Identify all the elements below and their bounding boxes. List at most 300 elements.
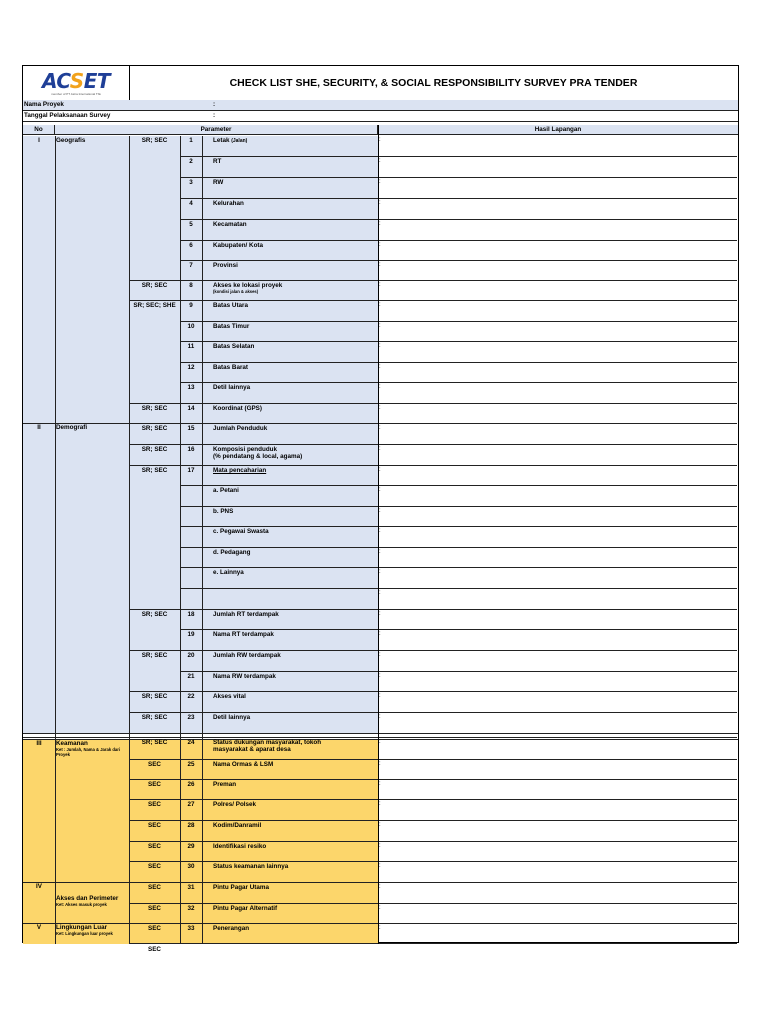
item-number-33: 27: [187, 801, 195, 808]
result-field-32[interactable]: [378, 780, 737, 800]
section-3-note: Ket : Jumlah, Nama & Jarak dari Proyek: [56, 747, 121, 757]
item-parameter-20: [213, 528, 376, 535]
result-field-28[interactable]: [378, 692, 737, 713]
project-name-row: [23, 100, 738, 111]
sheet-header: [23, 66, 738, 101]
item-number-31: 25: [187, 761, 195, 768]
result-field-37[interactable]: [378, 883, 737, 904]
item-label: Batas Utara: [213, 302, 248, 309]
row-divider: [180, 609, 378, 610]
item-number-2: 2: [189, 158, 193, 165]
row-divider: [180, 567, 378, 568]
item-parameter-15: [213, 425, 376, 432]
item-number-24: 18: [187, 611, 195, 618]
row-divider: [180, 861, 378, 862]
result-colon: :: [379, 884, 381, 890]
row-divider: [180, 341, 378, 342]
result-field-17[interactable]: [378, 466, 737, 486]
item-label: Jumlah RW terdampak: [213, 652, 281, 659]
row-divider: [180, 485, 378, 486]
result-field-29[interactable]: [378, 713, 737, 738]
item-parameter-18: [213, 487, 376, 494]
logo-text-1: AC: [41, 68, 70, 93]
category-label-21: SEC: [148, 925, 161, 932]
row-divider: [180, 240, 378, 241]
item-label: Status dukungan masyarakat, tokoh: [213, 739, 322, 746]
logo-text-2: ET: [83, 68, 111, 93]
item-parameter-16: [213, 446, 376, 460]
row-divider: [180, 280, 378, 281]
row-divider: [180, 882, 378, 883]
row-divider: [180, 903, 378, 904]
item-number-10: 10: [187, 323, 195, 330]
section-label-3: [56, 740, 128, 757]
category-label-11: SR; SEC: [141, 714, 168, 721]
result-colon: :: [379, 925, 381, 931]
result-colon: :: [379, 282, 381, 288]
item-parameter-33: [213, 801, 376, 808]
row-divider: [180, 759, 378, 760]
result-colon: :: [379, 673, 381, 679]
item-parameter-21: [213, 549, 376, 556]
row-divider: [180, 691, 378, 692]
item-parameter-38: [213, 905, 376, 912]
item-label: b. PNS: [213, 508, 234, 515]
section-label-4: [56, 895, 130, 907]
category-divider: [129, 300, 180, 301]
grid-line-section: [129, 136, 130, 944]
item-number-36: 30: [187, 863, 195, 870]
col-header-parameter: Parameter: [55, 125, 378, 135]
item-label-sub: (kondisi jalan & akses): [213, 289, 259, 294]
item-label: Jumlah Penduduk: [213, 425, 268, 432]
row-divider: [180, 671, 378, 672]
item-parameter-31: [213, 761, 376, 768]
item-number-17: 17: [187, 467, 195, 474]
category-label-7: SR; SEC: [141, 467, 168, 474]
section-divider: [23, 882, 129, 883]
item-label: a. Petani: [213, 487, 239, 494]
checklist-sheet: [22, 65, 739, 953]
category-label-10: SR; SEC: [141, 693, 168, 700]
result-field-5[interactable]: [378, 220, 737, 241]
result-field-25[interactable]: [378, 630, 737, 651]
item-number-4: 4: [189, 200, 193, 207]
result-colon: :: [379, 242, 381, 248]
item-label: Pintu Pagar Utama: [213, 884, 269, 891]
section-no-5: V: [36, 924, 42, 931]
item-number-6: 6: [189, 242, 193, 249]
section-divider: [23, 923, 129, 924]
item-number-35: 29: [187, 843, 195, 850]
category-divider: [129, 423, 180, 424]
result-colon: :: [379, 781, 381, 787]
category-divider: [129, 403, 180, 404]
result-field-2[interactable]: [378, 157, 737, 178]
item-parameter-11: [213, 343, 376, 350]
item-number-27: 21: [187, 673, 195, 680]
item-label: Kecamatan: [213, 221, 247, 228]
category-divider: [129, 650, 180, 651]
result-field-39[interactable]: [378, 924, 737, 944]
col-header-no: No: [23, 125, 55, 135]
item-parameter-29: [213, 714, 376, 721]
result-colon: :: [379, 822, 381, 828]
item-label: Mata pencaharian: [213, 467, 267, 474]
row-divider: [180, 799, 378, 800]
item-parameter-35: [213, 843, 376, 850]
result-colon: :: [379, 508, 381, 514]
row-divider: [180, 506, 378, 507]
row-divider: [180, 629, 378, 630]
category-label-12: SR; SEC: [141, 739, 168, 746]
survey-date-label: Tanggal Pelaksanaan Survey: [24, 112, 111, 119]
item-number-14: 14: [187, 405, 195, 412]
row-divider: [180, 841, 378, 842]
item-parameter-30: [213, 739, 376, 753]
category-divider: [129, 820, 180, 821]
logo-tagline: member of PT Astra International Tbk: [51, 91, 101, 96]
category-divider: [129, 779, 180, 780]
result-field-7[interactable]: [378, 261, 737, 281]
item-parameter-25: [213, 631, 376, 638]
item-parameter-8: [213, 282, 376, 294]
item-number-32: 26: [187, 781, 195, 788]
company-logo: [23, 66, 130, 100]
result-field-12[interactable]: [378, 363, 737, 383]
item-number-16: 16: [187, 446, 195, 453]
category-label-20: SEC: [148, 905, 161, 912]
category-label-9: SR; SEC: [141, 652, 168, 659]
result-colon: :: [379, 364, 381, 370]
item-parameter-27: [213, 673, 376, 680]
item-label: Kabupaten/ Kota: [213, 242, 264, 249]
row-divider: [180, 198, 378, 199]
result-colon: :: [379, 652, 381, 658]
result-colon: :: [379, 221, 381, 227]
row-divider: [180, 712, 378, 713]
item-label: Komposisi penduduk: [213, 446, 278, 453]
result-field-15[interactable]: [378, 424, 737, 445]
result-field-30[interactable]: [378, 738, 737, 760]
item-parameter-24: [213, 611, 376, 618]
item-label: Nama RW terdampak: [213, 673, 276, 680]
result-colon: :: [379, 487, 381, 493]
result-colon: :: [379, 323, 381, 329]
row-divider: [180, 403, 378, 404]
section-3-title: Keamanan: [56, 740, 88, 747]
item-number-15: 15: [187, 425, 195, 432]
item-label: Status keamanan lainnya: [213, 863, 289, 870]
section-4-note: Ket: Akses masuk proyek: [56, 902, 107, 907]
row-divider: [180, 444, 378, 445]
result-colon: :: [379, 590, 381, 596]
result-field-14[interactable]: [378, 404, 737, 424]
row-divider: [180, 260, 378, 261]
item-label: RT: [213, 158, 222, 165]
item-parameter-34: [213, 822, 376, 829]
result-colon: :: [379, 714, 381, 720]
item-number-13: 13: [187, 384, 195, 391]
item-parameter-39: [213, 925, 376, 932]
item-parameter-36: [213, 863, 376, 870]
result-field-9[interactable]: [378, 301, 737, 322]
item-number-7: 7: [189, 262, 193, 269]
result-colon: :: [379, 137, 381, 143]
category-label-13: SEC: [148, 761, 161, 768]
result-field-6[interactable]: [378, 241, 737, 261]
row-divider: [180, 156, 378, 157]
item-label: Detil lainnya: [213, 384, 251, 391]
category-divider: [129, 759, 180, 760]
item-parameter-3: [213, 179, 376, 186]
result-field-26[interactable]: [378, 651, 737, 672]
category-divider: [129, 923, 180, 924]
survey-date-colon: :: [213, 112, 216, 119]
row-divider: [180, 820, 378, 821]
result-field-36[interactable]: [378, 862, 737, 883]
project-name-label: Nama Proyek: [24, 101, 64, 108]
result-colon: :: [379, 528, 381, 534]
category-label-16: SEC: [148, 822, 161, 829]
section-label-5: [56, 924, 130, 936]
result-colon: :: [379, 549, 381, 555]
item-parameter-10: [213, 323, 376, 330]
section-no-3: III: [36, 740, 42, 747]
result-field-1[interactable]: [378, 136, 737, 157]
section-label-1: Geografis: [56, 137, 86, 144]
result-field-21[interactable]: [378, 548, 737, 568]
item-label: Jumlah RT terdampak: [213, 611, 279, 618]
item-parameter-9: [213, 302, 376, 309]
item-number-1: 1: [189, 137, 193, 144]
section-no-2: II: [37, 424, 41, 431]
item-label: Kelurahan: [213, 200, 244, 207]
item-parameter-4: [213, 200, 376, 207]
category-label-17: SEC: [148, 843, 161, 850]
result-colon: :: [379, 405, 381, 411]
result-field-35[interactable]: [378, 842, 737, 862]
result-field-20[interactable]: [378, 527, 737, 548]
category-divider: [129, 691, 180, 692]
row-divider: [180, 465, 378, 466]
result-colon: :: [379, 905, 381, 911]
item-number-5: 5: [189, 221, 193, 228]
item-parameter-17: [213, 467, 376, 474]
result-colon: :: [379, 843, 381, 849]
item-label: Nama Ormas & LSM: [213, 761, 274, 768]
result-field-3[interactable]: [378, 178, 737, 199]
item-parameter-28: [213, 693, 376, 700]
category-label-14: SEC: [148, 781, 161, 788]
item-number-39: 33: [187, 925, 195, 932]
item-parameter-5: [213, 221, 376, 228]
category-divider: [129, 841, 180, 842]
item-number-9: 9: [189, 302, 193, 309]
category-label-8: SR; SEC: [141, 611, 168, 618]
item-number-38: 32: [187, 905, 195, 912]
result-colon: :: [379, 569, 381, 575]
row-divider: [180, 423, 378, 424]
row-divider: [180, 382, 378, 383]
category-divider: [129, 903, 180, 904]
item-number-11: 11: [187, 343, 195, 350]
result-field-34[interactable]: [378, 821, 737, 842]
document-title: CHECK LIST SHE, SECURITY, & SOCIAL RESPONSIBILITY SURVEY PRA TENDER: [229, 77, 638, 89]
category-label-2: SR; SEC: [141, 282, 168, 289]
item-parameter-19: [213, 508, 376, 515]
result-colon: :: [379, 467, 381, 473]
result-field-8[interactable]: [378, 281, 737, 301]
grid-line-result: [378, 125, 379, 944]
item-label: Koordinat (GPS): [213, 405, 262, 412]
item-label: Identifikasi resiko: [213, 843, 267, 850]
row-divider: [180, 779, 378, 780]
result-colon: :: [379, 631, 381, 637]
category-divider: [129, 280, 180, 281]
result-colon: :: [379, 739, 381, 745]
category-divider: [129, 444, 180, 445]
result-field-10[interactable]: [378, 322, 737, 342]
result-colon: :: [379, 425, 381, 431]
category-label-6: SR; SEC: [141, 446, 168, 453]
row-divider: [180, 650, 378, 651]
result-colon: :: [379, 384, 381, 390]
survey-date-row: [23, 111, 738, 122]
section-no-1: I: [38, 137, 40, 144]
grid-line-number: [202, 136, 203, 944]
section-4-title: Akses dan Perimeter: [56, 895, 119, 902]
result-field-33[interactable]: [378, 800, 737, 821]
row-divider: [180, 588, 378, 589]
category-label-1: SR; SEC: [141, 137, 168, 144]
category-divider: [129, 465, 180, 466]
item-number-12: 12: [187, 364, 195, 371]
row-divider: [180, 923, 378, 924]
section-divider: [23, 737, 129, 738]
result-colon: :: [379, 761, 381, 767]
row-divider: [180, 177, 378, 178]
item-label: Detil lainnya: [213, 714, 251, 721]
result-colon: :: [379, 158, 381, 164]
item-label: Batas Barat: [213, 364, 248, 371]
section-5-title: Lingkungan Luar: [56, 924, 108, 931]
result-field-19[interactable]: [378, 507, 737, 527]
item-label: Preman: [213, 781, 237, 788]
category-label-15: SEC: [148, 801, 161, 808]
result-colon: :: [379, 693, 381, 699]
category-divider: [129, 737, 180, 738]
item-number-30: 24: [187, 739, 195, 746]
result-field-23[interactable]: [378, 589, 737, 610]
category-divider: [129, 799, 180, 800]
result-field-27[interactable]: [378, 672, 737, 692]
result-colon: :: [379, 262, 381, 268]
row-divider: [180, 362, 378, 363]
row-divider: [180, 219, 378, 220]
item-number-28: 22: [187, 693, 195, 700]
item-label: c. Pegawai Swasta: [213, 528, 269, 535]
category-label-5: SR; SEC: [141, 425, 168, 432]
item-label: RW: [213, 179, 224, 186]
item-parameter-1: [213, 137, 376, 145]
item-label: Akses ke lokasi proyek: [213, 282, 283, 289]
grid-line-no: [55, 136, 56, 944]
category-divider: [129, 943, 180, 944]
item-label: Batas Selatan: [213, 343, 255, 350]
result-field-13[interactable]: [378, 383, 737, 404]
result-colon: :: [379, 863, 381, 869]
result-field-11[interactable]: [378, 342, 737, 363]
item-parameter-14: [213, 405, 376, 412]
item-label: Akses vital: [213, 693, 246, 700]
result-colon: :: [379, 200, 381, 206]
item-parameter-22: [213, 569, 376, 576]
category-label-4: SR; SEC: [141, 405, 168, 412]
project-name-colon: :: [213, 101, 216, 108]
item-number-37: 31: [187, 884, 195, 891]
item-label-note: (Jalan): [231, 138, 248, 144]
item-number-26: 20: [187, 652, 195, 659]
item-label-line2: (% pendatang & local, agama): [213, 453, 303, 460]
result-field-24[interactable]: [378, 610, 737, 630]
result-field-4[interactable]: [378, 199, 737, 220]
result-field-16[interactable]: [378, 445, 737, 466]
result-colon: :: [379, 179, 381, 185]
item-label: e. Lainnya: [213, 569, 244, 576]
category-divider: [129, 609, 180, 610]
result-field-31[interactable]: [378, 760, 737, 780]
item-label: Polres/ Polsek: [213, 801, 257, 808]
result-colon: :: [379, 343, 381, 349]
row-divider: [180, 737, 378, 738]
col-header-result: Hasil Lapangan: [378, 125, 738, 135]
item-label: Kodim/Danramil: [213, 822, 262, 829]
row-divider: [180, 943, 378, 944]
item-label: Nama RT terdampak: [213, 631, 274, 638]
item-label: Provinsi: [213, 262, 238, 269]
row-divider: [180, 300, 378, 301]
item-number-29: 23: [187, 714, 195, 721]
item-parameter-7: [213, 262, 376, 269]
item-label: Batas Timur: [213, 323, 250, 330]
row-divider: [180, 321, 378, 322]
result-field-38[interactable]: [378, 904, 737, 924]
category-divider: [129, 882, 180, 883]
item-label: Pintu Pagar Alternatif: [213, 905, 278, 912]
category-divider: [129, 712, 180, 713]
category-divider: [129, 861, 180, 862]
section-no-4: IV: [36, 883, 42, 890]
category-label-18: SEC: [148, 863, 161, 870]
item-label: Penerangan: [213, 925, 250, 932]
result-field-22[interactable]: [378, 568, 737, 589]
item-number-3: 3: [189, 179, 193, 186]
category-label-3: SR; SEC; SHE: [133, 302, 176, 309]
row-divider: [180, 547, 378, 548]
item-parameter-37: [213, 884, 376, 891]
section-label-2: Demografi: [56, 424, 88, 431]
category-label-22: SEC: [148, 946, 161, 953]
result-field-18[interactable]: [378, 486, 737, 507]
result-colon: :: [379, 801, 381, 807]
item-parameter-2: [213, 158, 376, 165]
item-parameter-12: [213, 364, 376, 371]
item-number-34: 28: [187, 822, 195, 829]
logo-text-accent: S: [69, 68, 84, 93]
item-parameter-13: [213, 384, 376, 391]
section-5-note: Ket: Lingkungan luar proyek: [56, 931, 113, 936]
